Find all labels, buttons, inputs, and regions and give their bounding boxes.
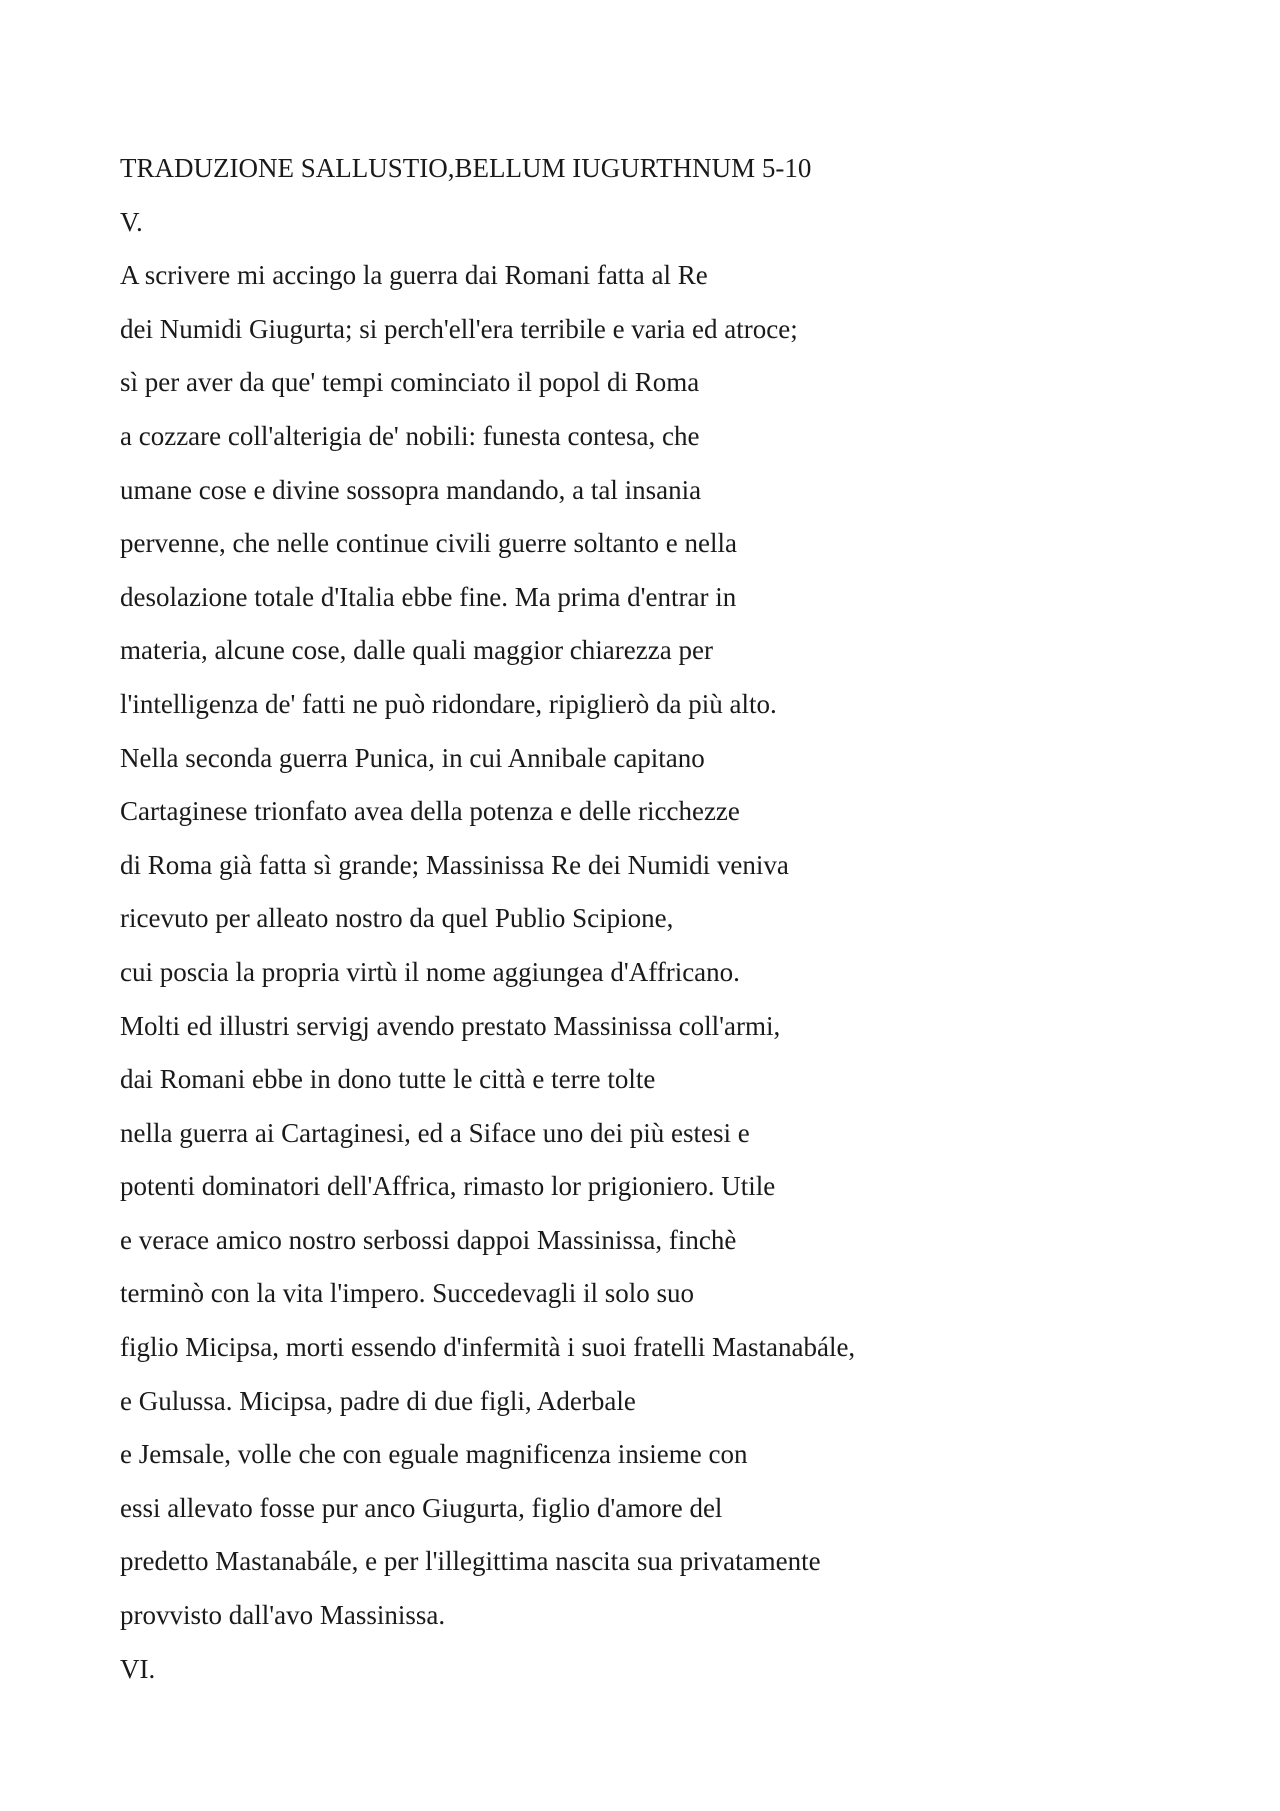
text-line: desolazione totale d'Italia ebbe fine. Ma prima d'entrar in	[120, 581, 737, 612]
text-line: potenti dominatori dell'Affrica, rimasto lor prigioniero. Utile	[120, 1171, 776, 1202]
text-line: materia, alcune cose, dalle quali maggior chiarezza per	[120, 635, 713, 666]
text-line: Molti ed illustri servigj avendo prestato Massinissa coll'armi,	[120, 1010, 781, 1041]
text-line: e Jemsale, volle che con eguale magnificenza insieme con	[120, 1439, 748, 1470]
text-line: terminò con la vita l'impero. Succedevagli il solo suo	[120, 1278, 694, 1309]
text-line: Cartaginese trionfato avea della potenza e delle ricchezze	[120, 796, 740, 827]
text-line: l'intelligenza de' fatti ne può ridondare, ripiglierò da più alto.	[120, 688, 777, 719]
text-line: essi allevato fosse pur anco Giugurta, figlio d'amore del	[120, 1492, 723, 1523]
text-line: di Roma già fatta sì grande; Massinissa Re dei Numidi veniva	[120, 849, 789, 880]
text-line: Nella seconda guerra Punica, in cui Annibale capitano	[120, 742, 705, 773]
text-line: e verace amico nostro serbossi dappoi Massinissa, finchè	[120, 1224, 737, 1255]
text-line: a cozzare coll'alterigia de' nobili: funesta contesa, che	[120, 420, 700, 451]
text-line: e Gulussa. Micipsa, padre di due figli, Aderbale	[120, 1385, 636, 1416]
text-line: figlio Micipsa, morti essendo d'infermità i suoi fratelli Mastanabále,	[120, 1332, 856, 1363]
text-line: ricevuto per alleato nostro da quel Publio Scipione,	[120, 903, 674, 934]
text-line: pervenne, che nelle continue civili guerre soltanto e nella	[120, 528, 737, 559]
document-title: TRADUZIONE SALLUSTIO,BELLUM IUGURTHNUM 5-10	[120, 153, 812, 183]
text-line: sì per aver da que' tempi cominciato il popol di Roma	[120, 367, 700, 398]
text-line: A scrivere mi accingo la guerra dai Romani fatta al Re	[120, 260, 708, 291]
document-body	[120, 142, 1220, 1696]
text-line: cui poscia la propria virtù il nome aggiungea d'Affricano.	[120, 956, 740, 987]
text-line: dai Romani ebbe in dono tutte le città e terre tolte	[120, 1064, 656, 1095]
text-line: predetto Mastanabále, e per l'illegittima nascita sua privatamente	[120, 1546, 821, 1577]
section-heading-v: V.	[120, 206, 143, 237]
text-line: provvisto dall'avo Massinissa.	[120, 1600, 446, 1631]
text-line: umane cose e divine sossopra mandando, a tal insania	[120, 474, 702, 505]
text-line: nella guerra ai Cartaginesi, ed a Siface uno dei più estesi e	[120, 1117, 750, 1148]
text-line: dei Numidi Giugurta; si perch'ell'era terribile e varia ed atroce;	[120, 313, 798, 344]
section-heading-vi: VI.	[120, 1653, 156, 1684]
